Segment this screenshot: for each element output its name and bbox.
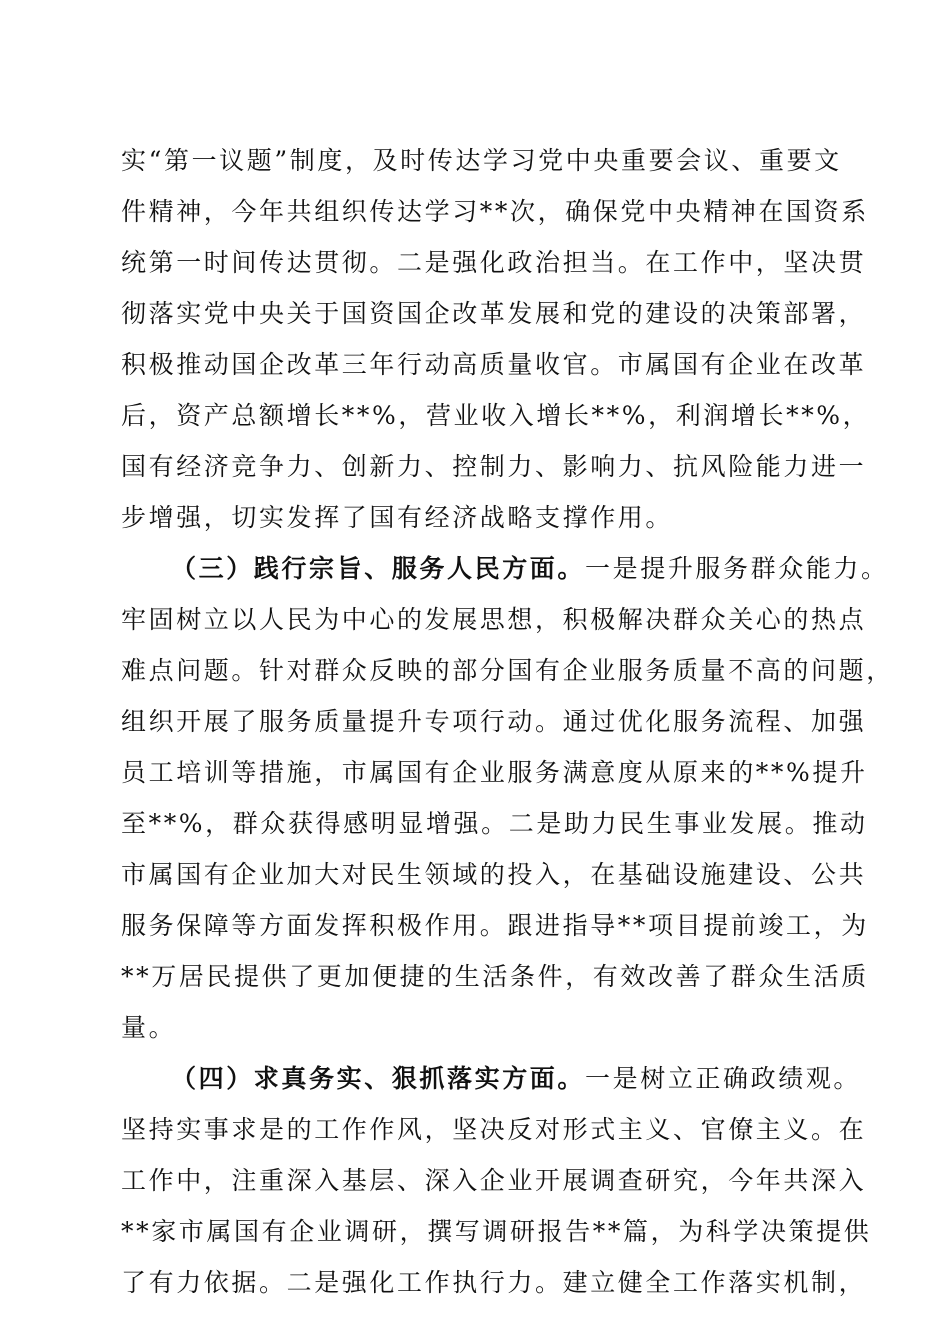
paragraph-line: 彻落实党中央关于国资国企改革发展和党的建设的决策部署， <box>121 299 867 328</box>
paragraph-line: 后，资产总额增长**%，营业收入增长**%，利润增长**%， <box>121 401 871 430</box>
paragraph-line: 组织开展了服务质量提升专项行动。通过优化服务流程、加强 <box>121 707 867 736</box>
paragraph-line: 统第一时间传达贯彻。二是强化政治担当。在工作中，坚决贯 <box>121 248 867 277</box>
paragraph-line: **家市属国有企业调研，撰写调研报告**篇，为科学决策提供 <box>121 1217 872 1246</box>
paragraph-line: 坚持实事求是的工作作风，坚决反对形式主义、官僚主义。在 <box>121 1115 867 1144</box>
section-3-first-line <box>171 549 889 589</box>
section-4-heading: （四）求真务实、狠抓落实方面。 <box>171 1064 586 1093</box>
paragraph-line: 实“第一议题”制度，及时传达学习党中央重要会议、重要文 <box>121 146 842 175</box>
paragraph-line: 员工培训等措施，市属国有企业服务满意度从原来的**%提升 <box>121 758 868 787</box>
section-4-first-line <box>171 1059 862 1099</box>
paragraph-line: 国有经济竞争力、创新力、控制力、影响力、抗风险能力进一 <box>121 452 867 481</box>
paragraph-line: 市属国有企业加大对民生领域的投入，在基础设施建设、公共 <box>121 860 867 889</box>
paragraph-line: 至**%，群众获得感明显增强。二是助力民生事业发展。推动 <box>121 809 868 838</box>
paragraph-line: 牢固树立以人民为中心的发展思想，积极解决群众关心的热点 <box>121 605 867 634</box>
paragraph-line: 服务保障等方面发挥积极作用。跟进指导**项目提前竣工，为 <box>121 911 869 940</box>
paragraph-line: 了有力依据。二是强化工作执行力。建立健全工作落实机制， <box>121 1268 867 1297</box>
section-3-heading: （三）践行宗旨、服务人民方面。 <box>171 554 586 583</box>
paragraph-line: 量。 <box>121 1013 177 1042</box>
paragraph-line: 积极推动国企改革三年行动高质量收官。市属国有企业在改革 <box>121 350 867 379</box>
section-4-first-text: 一是树立正确政绩观。 <box>585 1064 862 1093</box>
section-3-first-text: 一是提升服务群众能力。 <box>585 554 889 583</box>
paragraph-line: 步增强，切实发挥了国有经济战略支撑作用。 <box>121 503 674 532</box>
paragraph-line: 件精神，今年共组织传达学习**次，确保党中央精神在国资系 <box>121 197 869 226</box>
paragraph-line: **万居民提供了更加便捷的生活条件，有效改善了群众生活质 <box>121 962 869 991</box>
paragraph-line: 工作中，注重深入基层、深入企业开展调查研究，今年共深入 <box>121 1166 867 1195</box>
paragraph-line: 难点问题。针对群众反映的部分国有企业服务质量不高的问题， <box>121 656 894 685</box>
